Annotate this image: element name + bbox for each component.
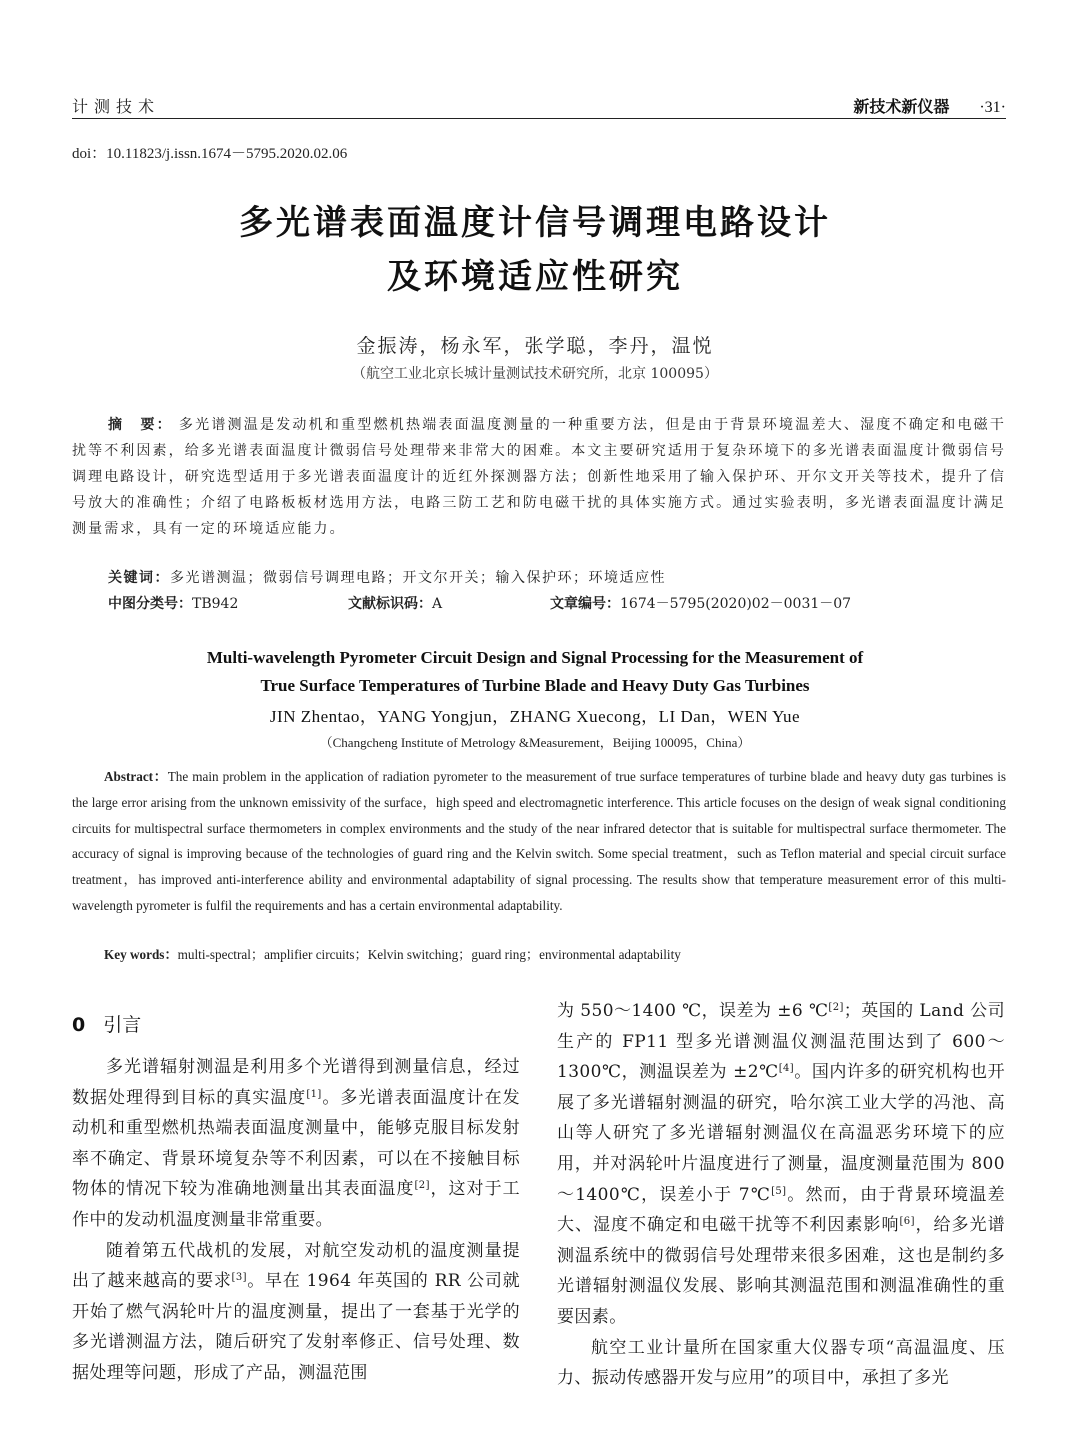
title-cn-line1: 多光谱表面温度计信号调理电路设计 [239,203,831,243]
section-title: 引言 [103,1014,142,1036]
keywords-en-label: Key words： [104,947,178,962]
affiliation-en: （Changcheng Institute of Metrology &Measurement，Beijing 100095，China） [319,735,751,750]
affiliation-cn: （航空工业北京长城计量测试技术研究所，北京 100095） [352,366,718,382]
clc-code [108,593,238,613]
text-run: ，这对于工作中的发动机温度测量非常重要。 [72,1179,521,1230]
citation: [2] [828,1002,844,1013]
abstract-en-label: Abstract： [104,769,168,784]
text-run: 随着第五代战机的发展，对航空发动机的温度测量提出了越来越高的要求 [72,1240,520,1292]
text-run: 。早在 1964 年英国的 RR 公司就开始了燃气涡轮叶片的温度测量，提出了一套基于光学的多光谱测温方法，随后研究了发射率修正、信号处理、数据处理等问题，形成了产品，测温范围 [72,1271,520,1383]
abstract-en [72,764,1006,919]
title-cn-line2: 及环境适应性研究 [387,257,683,297]
text-run: 为 550～1400 ℃，误差为 ±6 ℃ [557,1001,829,1021]
keywords-cn-text: 多光谱测温；微弱信号调理电路；开文尔开关；输入保护环；环境适应性 [170,570,666,586]
citation: [1] [306,1088,322,1100]
section-and-page [853,94,1006,117]
page-number: ·31· [979,99,1006,116]
paragraph [557,996,1005,1333]
authors-en: JIN Zhentao，YANG Yongjun，ZHANG Xuecong，LI Dan，WEN Yue [269,707,801,726]
text-run: ；英国的 Land 公司生产的 FP11 型多光谱测温仪测温范围达到了 600～1300℃，测温误差为 ±2℃ [557,1001,1005,1083]
classification-row [108,593,1008,615]
doc-label: 文献标识码： [348,596,432,612]
abstract-cn-text: 多光谱测温是发动机和重型燃机热端表面温度测量的一种重要方法，但是由于背景环境温差大、湿度不确定和电磁干扰等不利因素，给多光谱表面温度计微弱信号处理带来非常大的困难。本文主要研究适用于复杂环境下的多光谱表面温度计微弱信号调理电路设计，研究选型适用于多光谱表面温度计的近红外探测器方法；创新性地采用了输入保护环、开尔文开关等技术，提升了信号放大的准确性；介绍了电路板板材选用方法，电路三防工艺和防电磁干扰的具体实施方式。通过实验表明，多光谱表面温度计满足测量需求，具有一定的环境适应能力。 [72,417,1006,537]
abstract-cn-label: 摘 要： [108,417,173,433]
body-column-right [557,996,1005,1394]
citation: [5] [771,1185,787,1197]
citation: [3] [231,1272,247,1284]
title-en-line1: Multi-wavelength Pyrometer Circuit Design and Signal Processing for the Measurement of [206,648,864,667]
keywords-en-text: multi-spectral；amplifier circuits；Kelvin switching；guard ring；environmental adaptability [177,947,681,962]
paragraph [72,1236,520,1389]
clc-label: 中图分类号： [108,596,192,612]
section-heading [72,1010,141,1037]
keywords-cn [108,567,666,587]
title-en-line2: True Surface Temperatures of Turbine Blade and Heavy Duty Gas Turbines [260,676,810,695]
keywords-en [104,944,681,963]
section-number: 0 [72,1014,86,1036]
citation: [2] [414,1180,430,1192]
abstract-en-text: The main problem in the application of radiation pyrometer to the measurement of true surface temperatures of turbine blade and heavy duty gas turbines is the large error arising from the unknown emissivity of the surface，high speed and electromagnetic interference. This article focuses on the design of weak signal conditioning circuits for multispectral surface thermometers in complex environments and the study of the near infrared detector that is suitable for multispectral surface thermometer. The accuracy of signal is improving because of the technologies of guard ring and the Kelvin switch. Some special treatment，such as Teflon material and special circuit surface treatment，has improved anti-interference ability and environmental adaptability of signal processing. The results show that temperature measurement error of this multi-wavelength pyrometer is fulfil the requirements and has a certain environmental adaptability. [72,769,1006,913]
article-number [550,593,851,613]
doc-value: A [432,596,443,612]
text-run: ，给多光谱测温系统中的微弱信号处理带来很多困难，这也是制约多光谱辐射测温仪发展、影响其测温范围和测温准确性的重要因素。 [557,1215,1006,1327]
citation: [6] [899,1216,915,1228]
text-run: 。国内许多的研究机构也开展了多光谱辐射测温的研究，哈尔滨工业大学的冯池、高山等人研究了多光谱辐射测温仪在高温恶劣环境下的应用，并对涡轮叶片温度进行了测量，温度测量范围为 800～1400℃，误差小于 7℃ [557,1062,1005,1205]
section-name: 新技术新仪器 [853,97,950,116]
clc-value: TB942 [192,596,239,612]
paragraph: 航空工业计量所在国家重大仪器专项“高温温度、压力、振动传感器开发与应用”的项目中，承担了多光 [557,1337,1005,1389]
journal-name: 计测技术 [72,97,161,116]
keywords-cn-label: 关键词： [108,570,170,586]
text-run: 。然而，由于背景环境温差大、湿度不确定和电磁干扰等不利因素影响 [557,1184,1005,1236]
art-label: 文章编号： [550,596,620,612]
art-value: 1674－5795(2020)02－0031－07 [620,596,852,612]
paragraph [72,1052,520,1236]
text-run: 多光谱辐射测温是利用多个光谱得到测量信息，经过数据处理得到目标的真实温度 [72,1057,520,1108]
authors-cn: 金振涛，杨永军，张学聪，李丹，温悦 [356,335,714,357]
document-code [348,593,442,613]
abstract-cn [72,412,1006,542]
text-run: 。多光谱表面温度计在发动机和重型燃机热端表面温度测量中，能够克服目标发射率不确定、背景环境复杂等不利因素，可以在不接触目标物体的情况下较为准确地测量出其表面温度 [72,1087,521,1200]
body-column-left [72,1052,520,1389]
citation: [4] [778,1063,795,1075]
doi: doi：10.11823/j.issn.1674－5795.2020.02.06 [72,146,348,162]
running-header [72,92,1006,119]
